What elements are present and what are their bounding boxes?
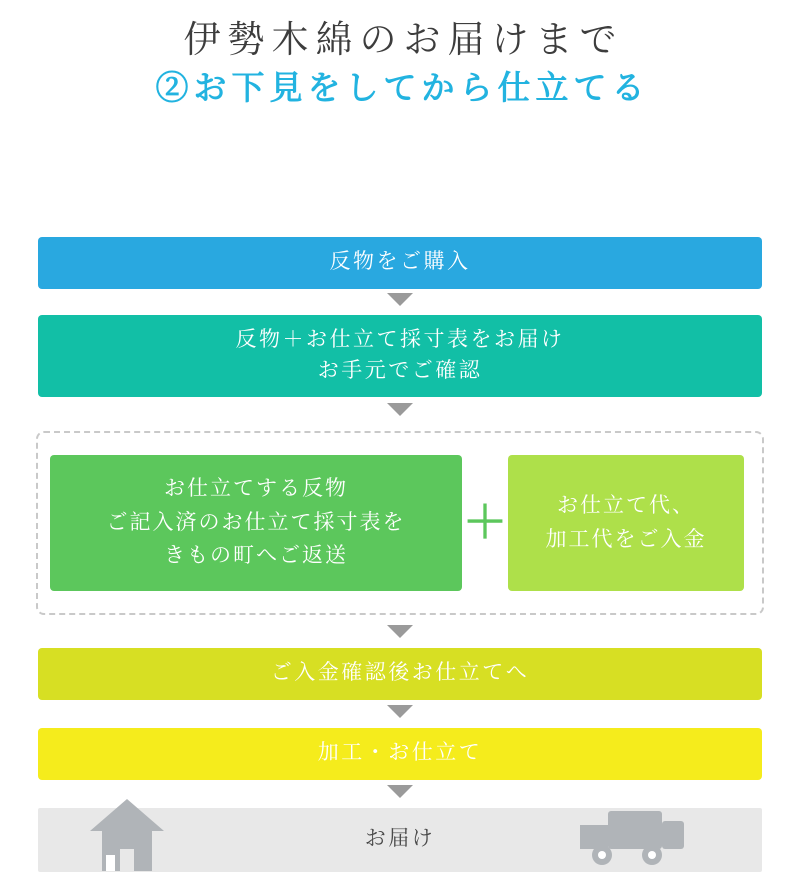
step-deliver-line2: お手元でご確認	[317, 358, 483, 382]
step-arrive-label: お届け	[364, 827, 436, 851]
house-icon	[88, 797, 166, 873]
arrow-down-icon	[387, 293, 413, 306]
box-payment	[508, 455, 744, 591]
step-process-label: 加工・お仕立て	[317, 741, 483, 765]
arrow-down-icon	[387, 625, 413, 638]
step-deliver-line1: 反物＋お仕立て採寸表をお届け	[235, 328, 565, 352]
arrow-down-icon	[387, 785, 413, 798]
truck-icon	[578, 805, 688, 869]
step-confirm-label: ご入金確認後お仕立てへ	[270, 661, 530, 685]
header	[0, 0, 800, 111]
box-payment-line2: 加工代をご入金	[545, 527, 707, 551]
box-return-line1: お仕立てする反物	[164, 477, 348, 501]
box-return-line2: ご記入済のお仕立て採寸表を	[106, 510, 406, 534]
step-purchase-label: 反物をご購入	[329, 250, 471, 274]
step-confirm	[38, 648, 762, 700]
group-return-and-payment	[36, 431, 764, 615]
step-process	[38, 728, 762, 780]
page-subtitle: ②お下見をしてから仕立てる	[155, 69, 650, 107]
step-deliver	[38, 315, 762, 397]
arrow-down-icon	[387, 705, 413, 718]
step-purchase	[38, 237, 762, 289]
box-payment-line1: お仕立て代、	[557, 494, 695, 518]
page-title: 伊勢木綿のお届けまで	[183, 19, 624, 60]
group-inner	[38, 433, 762, 613]
box-return-items	[50, 455, 462, 591]
plus-icon: ＋	[463, 497, 507, 547]
arrow-down-icon	[387, 403, 413, 416]
box-return-line3: きもの町へご返送	[164, 544, 348, 568]
